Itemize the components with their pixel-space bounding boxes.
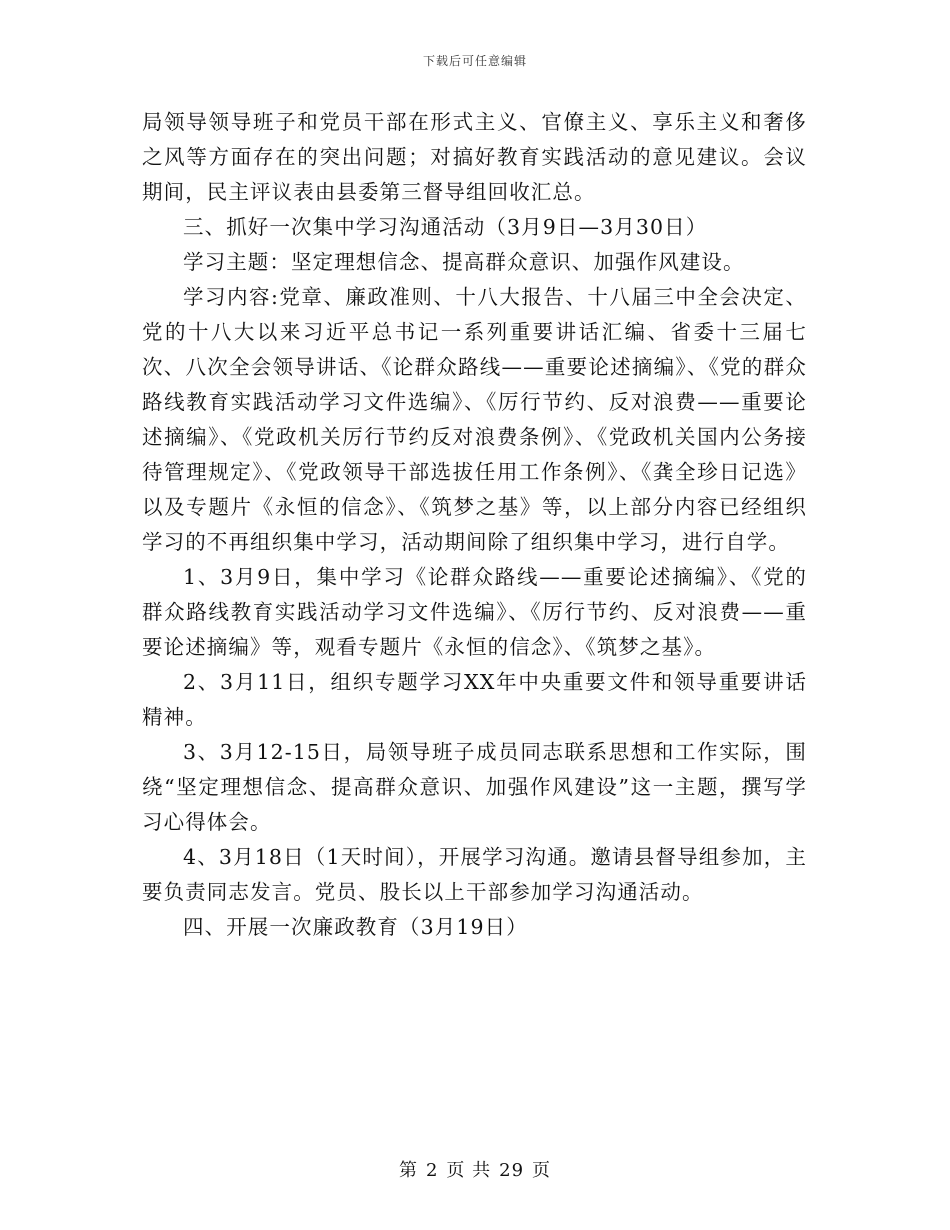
list-item: 1、3月9日，集中学习《论群众路线——重要论述摘编》、《党的群众路线教育实践活动学习文件选编》、《厉行节约、反对浪费——重要论述摘编》等，观看专题片《永恒的信念》、《筑梦之基》。 [142, 565, 807, 659]
page-total: 29 [499, 1160, 525, 1181]
section-heading: 四、开展一次廉政教育（3月19日） [183, 915, 528, 939]
paragraph: 局领导领导班子和党员干部在形式主义、官僚主义、享乐主义和奢侈之风等方面存在的突出问题；对搞好教育实践活动的意见建议。会议期间，民主评议表由县委第三督导组回收汇总。 [142, 110, 807, 204]
page-header: 下载后可任意编辑 [422, 54, 527, 68]
paragraph: 学习主题：坚定理想信念、提高群众意识、加强作风建设。 [183, 250, 745, 274]
footer-suffix: 页 [532, 1160, 552, 1181]
paragraph: 学习内容:党章、廉政准则、十八大报告、十八届三中全会决定、党的十八大以来习近平总书记一系列重要讲话汇编、省委十三届七次、八次全会领导讲话、《论群众路线——重要论述摘编》、《党的群众路线教育实践活动学习文件选编》、《厉行节约、反对浪费——重要论述摘编》、《党政机关厉行节约反对浪费条例》、《党政机关国内公务接待管理规定》、《党政领导干部选拔任用工作条例》、《龚全珍日记选》以及专题片《永恒的信念》、《筑梦之基》等，以上部分内容已经组织学习的不再组织集中学习，活动期间除了组织集中学习，进行自学。 [142, 285, 807, 554]
section-heading: 三、抓好一次集中学习沟通活动（3月9日—3月30日） [183, 215, 708, 239]
document-body [142, 105, 807, 945]
list-item: 3、3月12-15日，局领导班子成员同志联系思想和工作实际，围绕“坚定理想信念、提高群众意识、加强作风建设”这一主题，撰写学习心得体会。 [142, 740, 807, 834]
page-footer [0, 1156, 950, 1182]
list-item: 2、3月11日，组织专题学习XX年中央重要文件和领导重要讲话精神。 [142, 670, 807, 729]
footer-middle: 页 共 [446, 1160, 492, 1181]
page-number: 2 [425, 1160, 439, 1181]
footer-prefix: 第 [398, 1160, 418, 1181]
list-item: 4、3月18日（1天时间），开展学习沟通。邀请县督导组参加，主要负责同志发言。党员、股长以上干部参加学习沟通活动。 [142, 845, 807, 904]
